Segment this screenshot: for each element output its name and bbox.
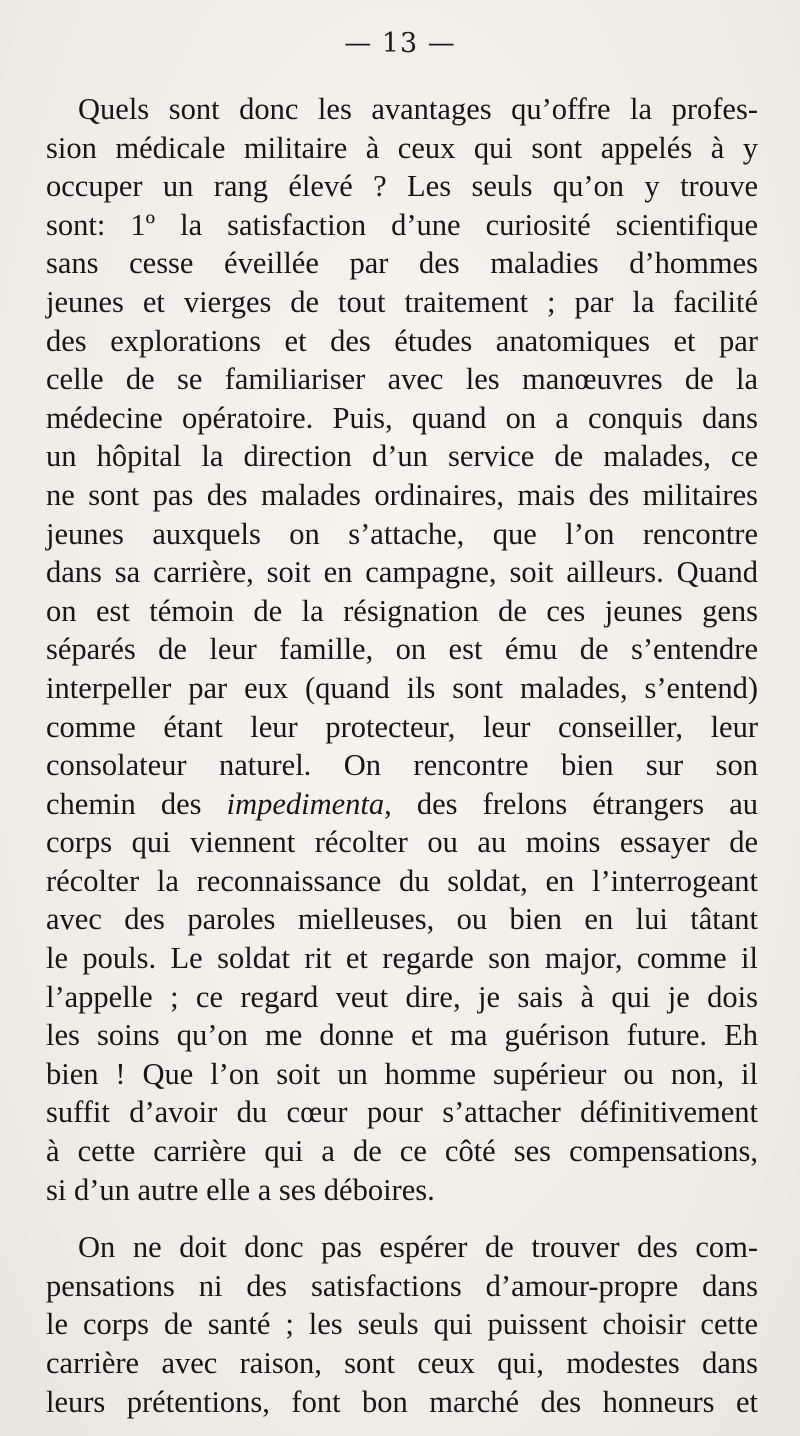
text-line: Quels sont donc les avantages qu’offre la profes- [78,92,758,126]
text-line: un hôpital la direction d’un service de malades, ce [46,439,758,474]
text-line: pensations ni des satisfactions d’amour-propre dans [46,1268,758,1303]
text-line: séparés de leur famille, on est ému de s’entendre [46,632,758,667]
body-text [46,90,758,1421]
text-line: sans cesse éveillée par des maladies d’hommes [46,246,758,281]
text-line: bien ! Que l’on soit un homme supérieur ou non, il [46,1056,758,1091]
text-line: On ne doit donc pas espérer de trouver des com- [78,1230,758,1265]
text-line: médecine opératoire. Puis, quand on a conquis dans [46,400,758,435]
text-line: consolateur naturel. On rencontre bien sur son [46,748,758,783]
text-line: le pouls. Le soldat rit et regarde son major, comme il [46,941,758,976]
paragraph-1 [46,90,758,1209]
text-line: l’appelle ; ce regard veut dire, je sais à qui je dois [46,979,758,1014]
text-line: à cette carrière qui a de ce côté ses compensations, [46,1134,758,1169]
text-segment: chemin des [46,786,227,821]
text-line: interpeller par eux (quand ils sont malades, s’entend) [46,670,758,705]
text-line: si d’un autre elle a ses déboires. [46,1172,435,1207]
text-segment: , des frelons étrangers au [384,786,758,821]
text-line: récolter la reconnaissance du soldat, en l’interrogeant [46,863,758,898]
text-line: avec des paroles mielleuses, ou bien en lui tâtant [46,902,758,937]
text-line: celle de se familiariser avec les manœuvres de la [46,362,758,397]
page-number: — 13 — [344,28,456,59]
text-line-with-italic [46,785,758,824]
text-line: le corps de santé ; les seuls qui puissent choisir cette [46,1307,758,1342]
italic-term: impedimenta [226,786,385,821]
text-line: sion médicale militaire à ceux qui sont appelés à y [46,130,758,165]
text-line: des explorations et des études anatomiques et par [46,323,758,358]
paragraph-2 [46,1228,758,1421]
text-line: les soins qu’on me donne et ma guérison future. Eh [46,1018,758,1053]
text-line: ne sont pas des malades ordinaires, mais des militaires [46,477,758,512]
text-line: suffit d’avoir du cœur pour s’attacher définitivement [46,1095,758,1130]
text-line: carrière avec raison, sont ceux qui, modestes dans [46,1346,758,1380]
text-line: occuper un rang élevé ? Les seuls qu’on y trouve [46,169,758,204]
text-line: jeunes auxquels on s’attache, que l’on rencontre [46,516,758,551]
text-line: comme étant leur protecteur, leur conseiller, leur [46,709,758,744]
text-line: leurs prétentions, font bon marché des honneurs et [46,1384,758,1419]
text-line: corps qui viennent récolter ou au moins essayer de [46,825,758,860]
text-line: sont: 1º la satisfaction d’une curiosité scientifique [46,207,758,242]
text-line: on est témoin de la résignation de ces jeunes gens [46,593,758,628]
text-line: jeunes et vierges de tout traitement ; par la facilité [46,284,758,319]
text-line: dans sa carrière, soit en campagne, soit ailleurs. Quand [46,555,758,590]
